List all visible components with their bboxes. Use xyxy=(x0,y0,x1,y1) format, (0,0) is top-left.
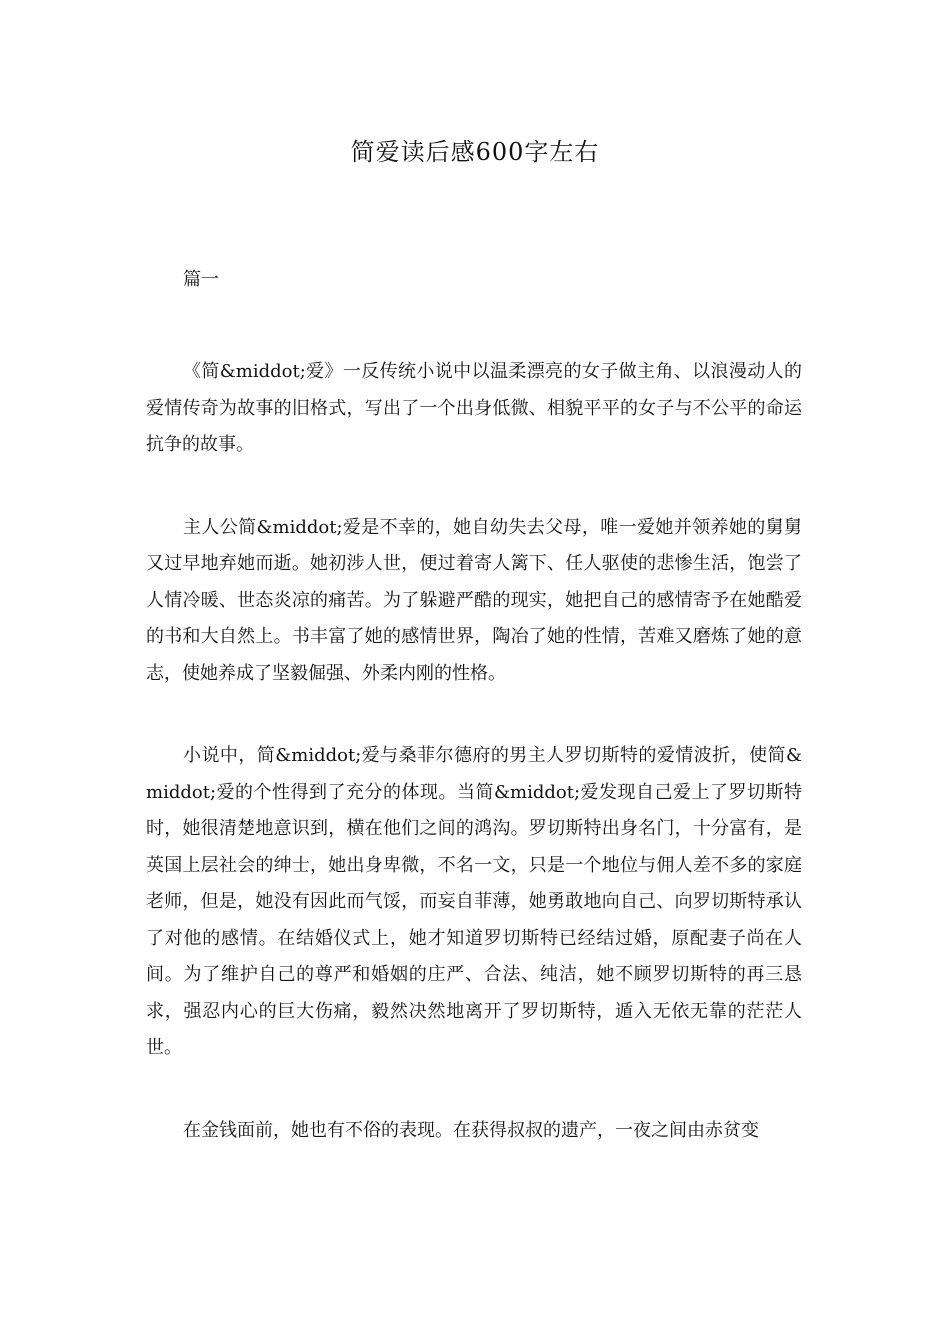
paragraph-2: 主人公简&middot;爱是不幸的，她自幼失去父母，唯一爱她并领养她的舅舅又过早地弃她而逝。她初涉人世，便过着寄人篱下、任人驱使的悲惨生活，饱尝了人情冷暖、世态炎凉的痛苦。为了躲避严酷的现实，她把自己的感情寄予在她酷爱的书和大自然上。书丰富了她的感情世界，陶冶了她的性情，苦难又磨炼了她的意志，使她养成了坚毅倔强、外柔内刚的性格。 xyxy=(146,516,802,684)
paragraph-3: 小说中，简&middot;爱与桑菲尔德府的男主人罗切斯特的爱情波折，使简&middot;爱的个性得到了充分的体现。当简&middot;爱发现自己爱上了罗切斯特时，她很清楚地意识到，横在他们之间的鸿沟。罗切斯特出身名门，十分富有，是英国上层社会的绅士，她出身卑微，不名一文，只是一个地位与佣人差不多的家庭老师，但是，她没有因此而气馁，而妄自菲薄，她勇敢地向自己、向罗切斯特承认了对他的感情。在结婚仪式上，她才知道罗切斯特已经结过婚，原配妻子尚在人间。为了维护自己的尊严和婚姻的庄严、合法、纯洁，她不顾罗切斯特的再三恳求，强忍内心的巨大伤痛，毅然决然地离开了罗切斯特，遁入无依无靠的茫茫人世。 xyxy=(146,745,802,1058)
document-title: 简爱读后感600字左右 xyxy=(350,138,600,166)
paragraph-4: 在金钱面前，她也有不俗的表现。在获得叔叔的遗产，一夜之间由赤贫变 xyxy=(183,1119,759,1141)
paragraph-1: 《简&middot;爱》一反传统小说中以温柔漂亮的女子做主角、以浪漫动人的爱情传奇为故事的旧格式，写出了一个出身低微、相貌平平的女子与不公平的命运抗争的故事。 xyxy=(146,361,802,455)
section-label: 篇一 xyxy=(183,269,219,290)
document-body xyxy=(146,266,802,1195)
